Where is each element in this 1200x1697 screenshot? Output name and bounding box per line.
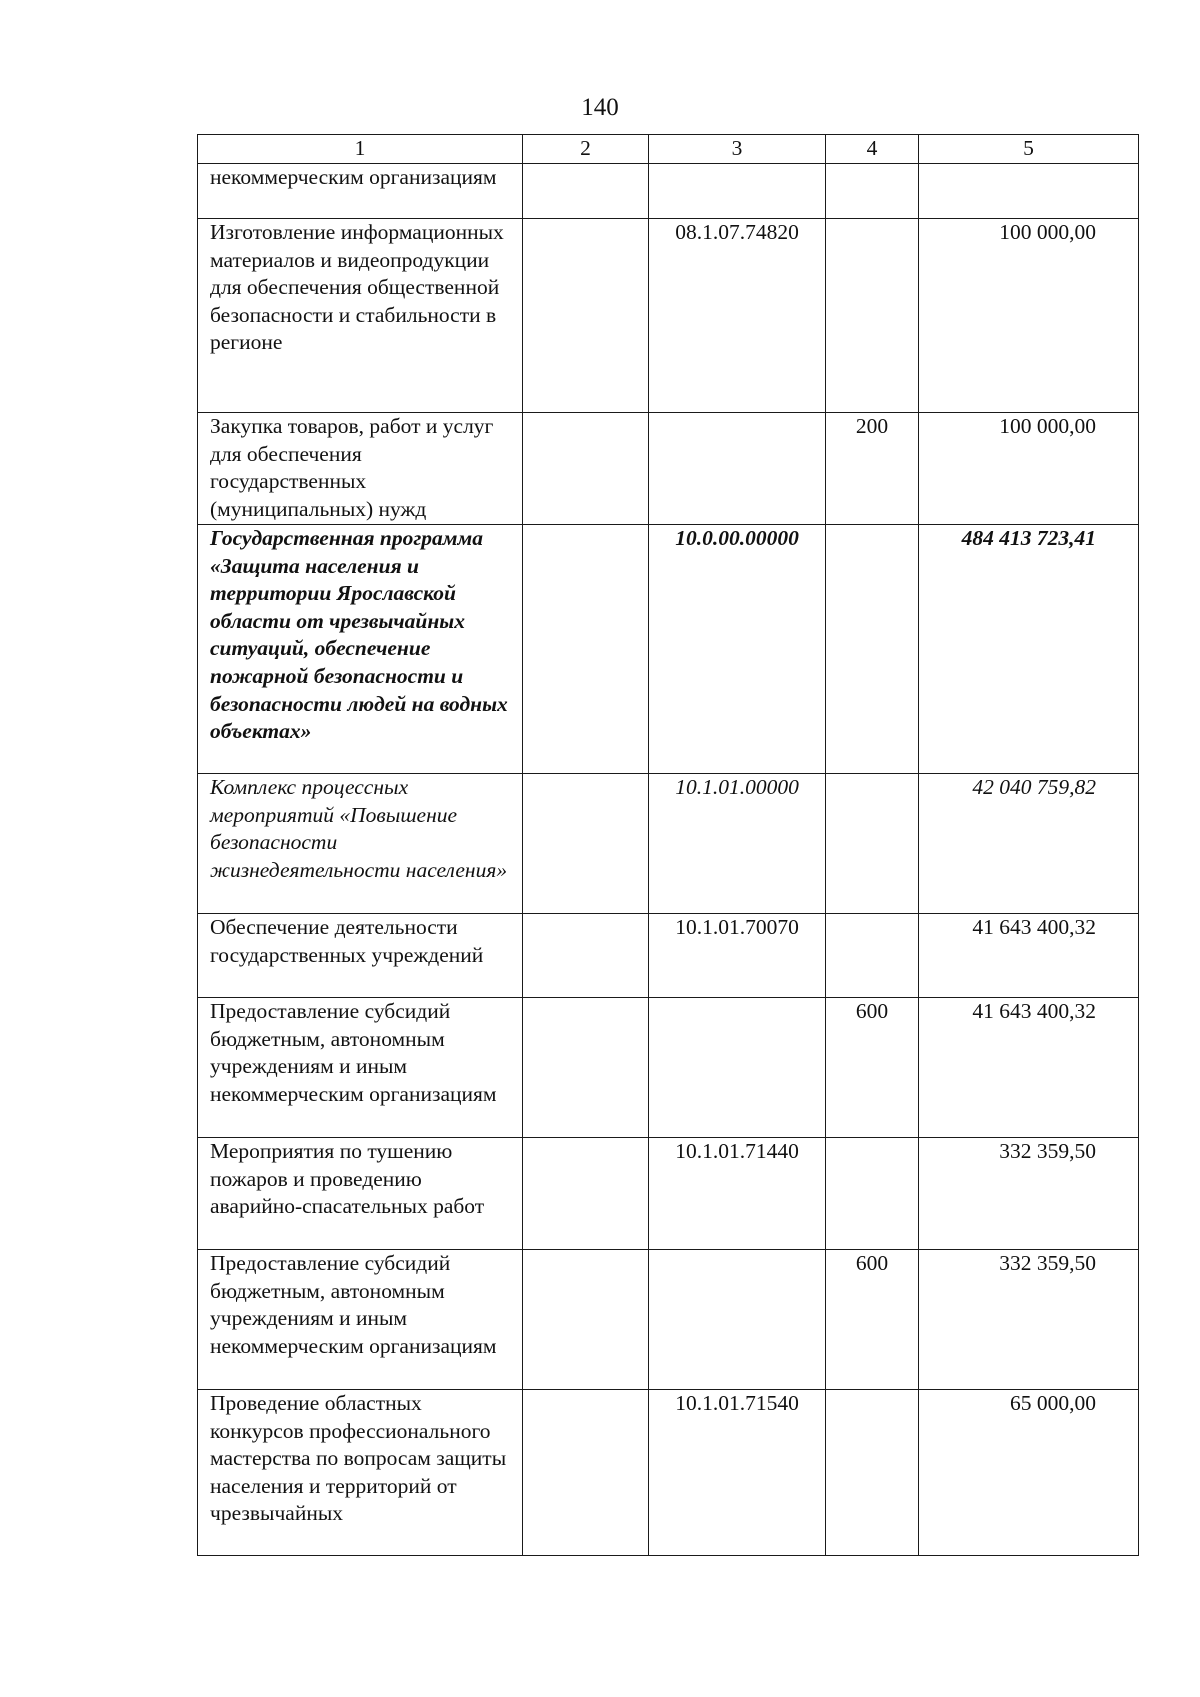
row-name: Предоставление субсидий бюджетным, автономным учреждениям и иным некоммерческим организациям — [198, 998, 523, 1138]
header-col-5: 5 — [919, 135, 1139, 164]
header-row — [198, 135, 1139, 164]
table-row — [198, 413, 1139, 525]
row-type — [826, 525, 919, 774]
table-row — [198, 1250, 1139, 1390]
row-amount: 332 359,50 — [919, 1250, 1139, 1390]
table-row — [198, 164, 1139, 219]
budget-table — [197, 134, 1139, 1556]
header-col-2: 2 — [523, 135, 649, 164]
row-name: Мероприятия по тушению пожаров и проведению аварийно-спасательных работ — [198, 1138, 523, 1250]
row-name: Проведение областных конкурсов профессионального мастерства по вопросам защиты населения и территорий от чрезвычайных — [198, 1390, 523, 1556]
table-row — [198, 525, 1139, 774]
row-amount: 41 643 400,32 — [919, 998, 1139, 1138]
row-type — [826, 914, 919, 998]
row-code: 10.1.01.00000 — [649, 774, 826, 914]
row-code: 08.1.07.74820 — [649, 219, 826, 413]
row-col2 — [523, 1250, 649, 1390]
row-amount: 41 643 400,32 — [919, 914, 1139, 998]
table-row — [198, 914, 1139, 998]
row-name: Комплекс процессных мероприятий «Повышение безопасности жизнедеятельности населения» — [198, 774, 523, 914]
row-code: 10.0.00.00000 — [649, 525, 826, 774]
row-name: Изготовление информационных материалов и видеопродукции для обеспечения общественной безопасности и стабильности в регионе — [198, 219, 523, 413]
row-amount: 484 413 723,41 — [919, 525, 1139, 774]
row-type — [826, 1138, 919, 1250]
row-col2 — [523, 413, 649, 525]
row-type: 600 — [826, 1250, 919, 1390]
row-type: 600 — [826, 998, 919, 1138]
row-code: 10.1.01.70070 — [649, 914, 826, 998]
row-amount: 65 000,00 — [919, 1390, 1139, 1556]
row-name: некоммерческим организациям — [198, 164, 523, 219]
row-amount: 42 040 759,82 — [919, 774, 1139, 914]
row-type: 200 — [826, 413, 919, 525]
row-type — [826, 774, 919, 914]
row-code — [649, 998, 826, 1138]
table-row — [198, 219, 1139, 413]
row-col2 — [523, 1390, 649, 1556]
row-col2 — [523, 774, 649, 914]
row-amount — [919, 164, 1139, 219]
row-col2 — [523, 998, 649, 1138]
table-row — [198, 774, 1139, 914]
header-col-4: 4 — [826, 135, 919, 164]
row-code — [649, 164, 826, 219]
table-row — [198, 1390, 1139, 1556]
row-code — [649, 1250, 826, 1390]
row-col2 — [523, 1138, 649, 1250]
page-number: 140 — [581, 94, 619, 121]
header-col-1: 1 — [198, 135, 523, 164]
row-col2 — [523, 219, 649, 413]
row-amount: 332 359,50 — [919, 1138, 1139, 1250]
header-col-3: 3 — [649, 135, 826, 164]
row-amount: 100 000,00 — [919, 413, 1139, 525]
row-name: Обеспечение деятельности государственных учреждений — [198, 914, 523, 998]
row-name: Предоставление субсидий бюджетным, автономным учреждениям и иным некоммерческим организациям — [198, 1250, 523, 1390]
row-amount: 100 000,00 — [919, 219, 1139, 413]
row-name: Государственная программа «Защита населения и территории Ярославской области от чрезвычайных ситуаций, обеспечение пожарной безопасности и безопасности людей на водных объектах» — [198, 525, 523, 774]
row-type — [826, 219, 919, 413]
table-row — [198, 998, 1139, 1138]
row-code: 10.1.01.71440 — [649, 1138, 826, 1250]
row-type — [826, 1390, 919, 1556]
row-type — [826, 164, 919, 219]
row-name: Закупка товаров, работ и услуг для обеспечения государственных (муниципальных) нужд — [198, 413, 523, 525]
row-code: 10.1.01.71540 — [649, 1390, 826, 1556]
row-col2 — [523, 164, 649, 219]
row-col2 — [523, 525, 649, 774]
row-code — [649, 413, 826, 525]
table-row — [198, 1138, 1139, 1250]
row-col2 — [523, 914, 649, 998]
